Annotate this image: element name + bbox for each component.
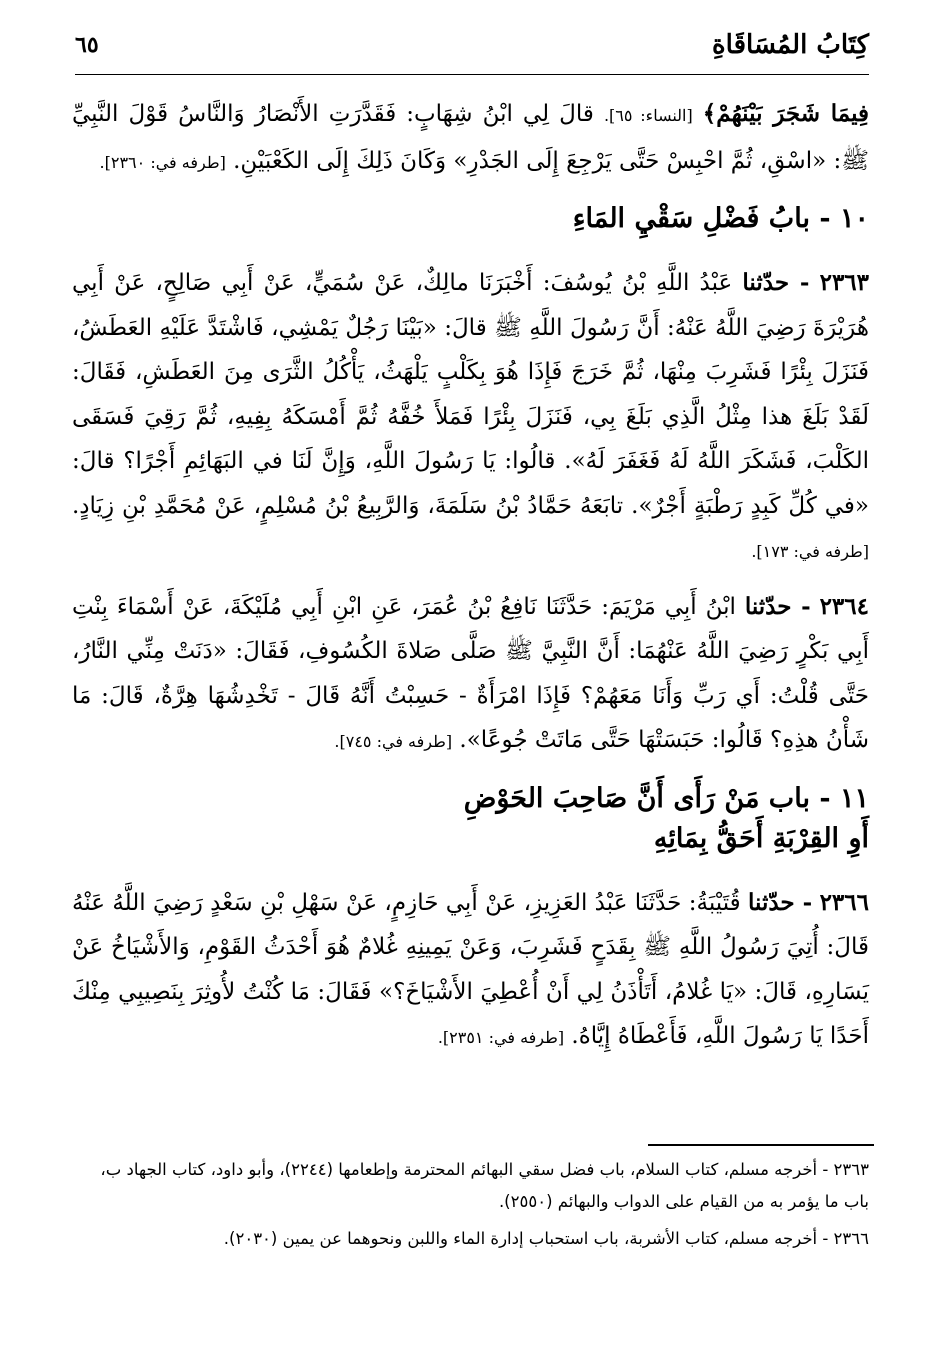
intro-paragraph — [72, 92, 869, 185]
intro-text: قالَ لِي ابْنُ شِهَابٍ: فَقَدَّرَتِ الأَنْصَارُ وَالنَّاسُ قَوْلَ النَّبِيِّ ﷺ: «اسْقِ، ثُمَّ احْبِسْ حَتَّى يَرْجِعَ إِلَى الجَدْرِ» وَكَانَ ذَلِكَ إِلَى الكَعْبَيْنِ. — [72, 101, 869, 174]
hadith-2366 — [72, 881, 869, 1061]
hadith-lead: - حدّثنا — [742, 269, 810, 296]
cross-reference: [طرفه في: ١٧٣]. — [751, 542, 869, 561]
footnote-divider — [648, 1144, 874, 1146]
hadith-number: ٢٣٦٦ — [819, 888, 869, 916]
quran-quote: فِيمَا شَجَرَ بَيْنَهُمْ﴾ — [702, 100, 870, 127]
hadith-lead: - حدّثنا — [748, 888, 813, 916]
page-number: ٦٥ — [75, 32, 99, 58]
hadith-2363 — [72, 261, 869, 575]
hadith-text: قُتَيْبَةُ: حَدَّثَنَا عَبْدُ العَزِيزِ، عَنْ أَبِي حَازِمٍ، عَنْ سَهْلِ بْنِ سَعْدٍ رَضِيَ اللَّهُ عَنْهُ قَالَ: أُتِيَ رَسُولُ اللَّهِ ﷺ بِقَدَحٍ فَشَرِبَ، وَعَنْ يَمِينِهِ غُلامٌ هُوَ أَحْدَثُ القَوْمِ، وَالأَشْيَاخُ عَنْ يَسَارِهِ، قَالَ: «يَا غُلامُ، أَتَأْذَنُ لِي أَنْ أُعْطِيَ الأَشْيَاخَ؟» فَقَالَ: مَا كُنْتُ لأُوثِرَ بِنَصِيبِي مِنْكَ أَحَدًا يَا رَسُولَ اللَّهِ، فَأَعْطَاهُ إِيَّاهُ. — [72, 889, 869, 1049]
hadith-number: ٢٣٦٣ — [819, 269, 870, 296]
footnote-2366: ٢٣٦٦ - أخرجه مسلم، كتاب الأشربة، باب استحباب إدارة الماء واللبن ونحوهما عن يمين (٢٠٣٠). — [223, 1229, 869, 1248]
quran-reference: [النساء: ٦٥]. — [603, 106, 693, 125]
main-text — [72, 92, 869, 1071]
chapter-heading-11 — [72, 779, 869, 859]
hadith-text: عَبْدُ اللَّهِ بْنُ يُوسُفَ: أَخْبَرَنَا مالِكٌ، عَنْ سُمَيٍّ، عَنْ أَبِي صَالِحٍ، عَنْ أَبِي هُرَيْرَةَ رَضِيَ اللَّهُ عَنْهُ: أَنَّ رَسُولَ اللَّهِ ﷺ قالَ: «بَيْنَا رَجُلٌ يَمْشِي، فَاشْتَدَّ عَلَيْهِ العَطَشُ، فَنَزَلَ بِئْرًا فَشَرِبَ مِنْهَا، ثُمَّ خَرَجَ فَإِذَا هُوَ بِكَلْبٍ يَلْهَثُ، يَأْكُلُ الثَّرَى مِنَ العَطَشِ، فَقَالَ: لَقَدْ بَلَغَ هذا مِثْلُ الَّذِي بَلَغَ بِي، فَنَزَلَ بِئْرًا فَمَلأَ خُفَّهُ ثُمَّ أَمْسَكَهُ بِفِيهِ، ثُمَّ رَقِيَ فَسَقَى الكَلْبَ، فَشَكَرَ اللَّهُ لَهُ فَغَفَرَ لَهُ». قالُوا: يَا رَسُولَ اللَّهِ، وَإِنَّ لَنَا في البَهَائِمِ أَجْرًا؟ قالَ: «في كُلِّ كَبِدٍ رَطْبَةٍ أَجْرٌ». تابَعَهُ حَمَّادُ بْنُ سَلَمَةَ، وَالرَّبِيعُ بْنُ مُسْلِمٍ، عَنْ مُحَمَّدِ بْنِ زِيَادٍ. — [72, 270, 869, 519]
page-header — [75, 28, 869, 75]
footnotes — [72, 1154, 869, 1260]
footnote-2363: ٢٣٦٣ - أخرجه مسلم، كتاب السلام، باب فضل سقي البهائم المحترمة وإطعامها (٢٢٤٤)، وأبو داود، كتاب الجهاد ب، باب ما يؤمر به من القيام على الدواب والبهائم (٢٥٥٠). — [100, 1160, 869, 1211]
running-title: كِتَابُ المُسَاقَاةِ — [712, 30, 869, 60]
hadith-2364 — [72, 585, 869, 765]
chapter-heading-line-1: ١١ - باب مَنْ رَأَى أَنَّ صَاحِبَ الحَوْضِ — [463, 782, 869, 814]
cross-reference: [طرفه في: ٢٣٥١]. — [437, 1028, 565, 1047]
chapter-heading-line-2: أَوِ القِرْبَةِ أَحَقُّ بِمَائِهِ — [653, 822, 869, 854]
cross-reference: [طرفه في: ٢٣٦٠]. — [99, 152, 226, 172]
cross-reference: [طرفه في: ٧٤٥]. — [334, 732, 453, 751]
hadith-text: ابْنُ أَبِي مَرْيَمَ: حَدَّثَنَا نَافِعُ بْنُ عُمَرَ، عَنِ ابْنِ أَبِي مُلَيْكَةَ، عَنْ أَسْمَاءَ بِنْتِ أَبِي بَكْرٍ رَضِيَ اللَّهُ عَنْهُمَا: أَنَّ النَّبِيَّ ﷺ صَلَّى صَلاةَ الكُسُوفِ، فَقَالَ: «دَنَتْ مِنِّي النَّارُ، حَتَّى قُلْتُ: أَي رَبِّ وَأَنَا مَعَهُمْ؟ فَإِذَا امْرَأَةٌ - حَسِبْتُ أَنَّهُ قَالَ - تَخْدِشُهَا هِرَّةٌ، قَالَ: مَا شَأْنُ هذِهِ؟ قَالُوا: حَبَسَتْهَا حَتَّى مَاتَتْ جُوعًا». — [72, 593, 869, 753]
hadith-number: ٢٣٦٤ — [819, 592, 869, 620]
chapter-heading-10: ١٠ - بابُ فَضْلِ سَقْيِ المَاءِ — [572, 203, 869, 234]
hadith-lead: - حدّثنا — [744, 592, 811, 620]
